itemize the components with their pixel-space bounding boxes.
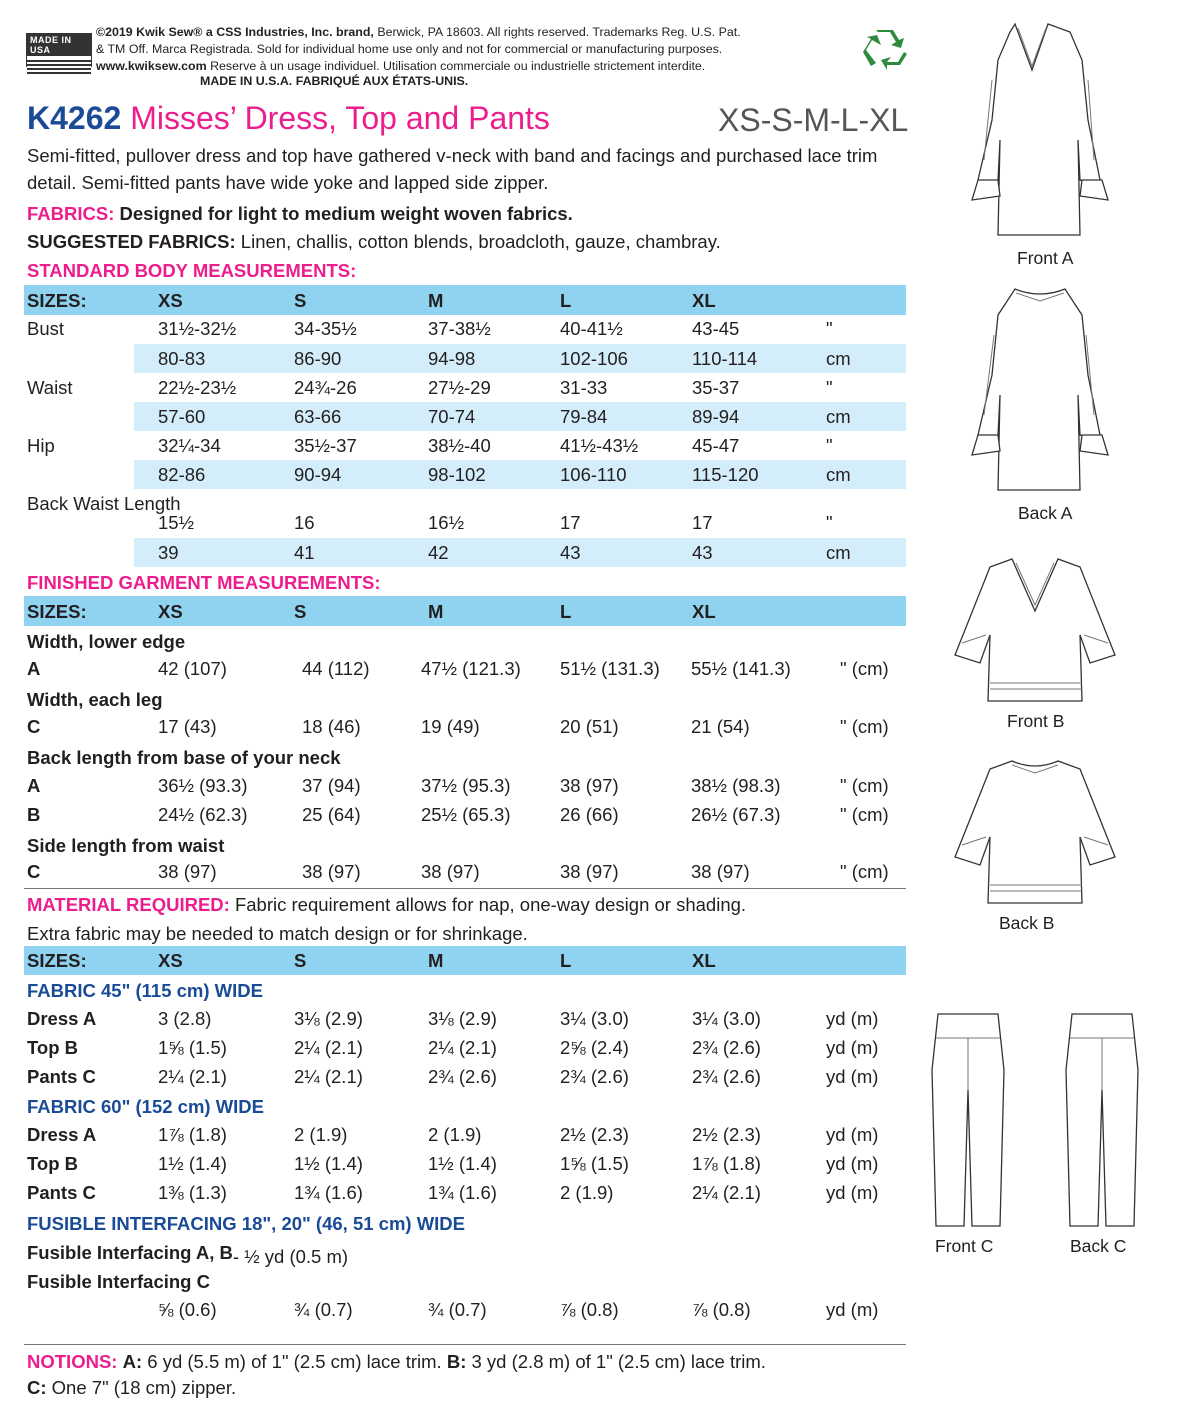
table-cell: Waist <box>27 377 73 398</box>
table-cell: M <box>428 290 444 311</box>
table-cell: " (cm) <box>840 658 889 679</box>
table-cell: ⅝ (0.6) <box>158 1299 217 1320</box>
table-cell: L <box>560 290 572 311</box>
suggested-text: Linen, challis, cotton blends, broadcloth, gauze, chambray. <box>235 231 721 252</box>
table-cell: 98-102 <box>428 464 486 485</box>
table-cell: 16½ <box>428 512 465 533</box>
table-cell: " (cm) <box>840 716 889 737</box>
table-cell: Back Waist Length <box>27 493 181 514</box>
table-cell: yd (m) <box>826 1299 879 1320</box>
side-length-row <box>0 857 906 885</box>
table-cell: 3⅛ (2.9) <box>294 1008 363 1029</box>
table-cell: C <box>27 861 41 882</box>
table-cell: 63-66 <box>294 406 342 427</box>
table-cell: 2¾ (2.6) <box>560 1066 629 1087</box>
table-cell: 39 <box>158 542 179 563</box>
table-cell: 34-35½ <box>294 318 357 339</box>
waist-cm-row <box>0 402 906 430</box>
table-cell: 90-94 <box>294 464 342 485</box>
table-cell: 37½ (95.3) <box>421 775 511 796</box>
finished-header-row <box>0 597 906 625</box>
table-cell: 1¾ (1.6) <box>294 1182 363 1203</box>
table-cell: SIZES: <box>27 601 87 622</box>
suggested-label: SUGGESTED FABRICS: <box>27 231 236 252</box>
table-cell: A <box>27 658 41 679</box>
table-cell: FABRIC 45" (115 cm) WIDE <box>27 980 263 1001</box>
width-leg-label <box>0 685 906 713</box>
table-cell: 37 (94) <box>302 775 361 796</box>
table-cell: 2¾ (2.6) <box>692 1037 761 1058</box>
table-cell: " <box>826 377 833 398</box>
interfacing-title-row <box>0 1209 906 1237</box>
table-cell: Fusible Interfacing A, B - ½ yd (0.5 m) <box>27 1242 349 1267</box>
made-in-line: MADE IN U.S.A. FABRIQUÉ AUX ÉTATS-UNIS. <box>200 74 469 88</box>
front-a-illustration <box>960 20 1120 242</box>
side-length-label <box>0 831 906 859</box>
material-label: MATERIAL REQUIRED: <box>27 894 230 915</box>
table-cell: 17 <box>560 512 581 533</box>
table-cell: 3¼ (3.0) <box>560 1008 629 1029</box>
table-cell: 24¾-26 <box>294 377 357 398</box>
body-header-row <box>0 286 906 314</box>
material-header-row <box>0 946 906 974</box>
table-cell: 2 (1.9) <box>560 1182 614 1203</box>
table-cell: Width, each leg <box>27 689 163 710</box>
table-cell: 20 (51) <box>560 716 619 737</box>
notions-label: NOTIONS: <box>27 1351 118 1372</box>
table-cell: 25½ (65.3) <box>421 804 511 825</box>
copyright-notice <box>96 24 866 75</box>
table-cell: 42 <box>428 542 449 563</box>
table-cell: FUSIBLE INTERFACING 18", 20" (46, 51 cm) WIDE <box>27 1213 466 1234</box>
table-cell: Pants C <box>27 1066 96 1087</box>
table-cell: yd (m) <box>826 1037 879 1058</box>
table-cell: 16 <box>294 512 315 533</box>
table-cell: 47½ (121.3) <box>421 658 521 679</box>
interfacing-ab-row <box>0 1238 906 1266</box>
pattern-code: K4262 <box>27 100 122 136</box>
table-cell: 43-45 <box>692 318 740 339</box>
table-cell: 22½-23½ <box>158 377 237 398</box>
description: Semi-fitted, pullover dress and top have gathered v-neck with band and facings and purchased lace trim detail. Semi-fitted pants have wide yoke and lapped side zipper. <box>27 145 878 193</box>
back-a-label: Back A <box>1018 503 1073 523</box>
table-cell: 80-83 <box>158 348 206 369</box>
table-cell: 94-98 <box>428 348 476 369</box>
front-c-illustration <box>928 1010 1008 1230</box>
copyright-line3: Reserve à un usage individuel. Utilisation commerciale ou industrielle strictement interdite. <box>206 59 706 73</box>
table-cell: 42 (107) <box>158 658 227 679</box>
table-cell: Dress A <box>27 1124 97 1145</box>
table-cell: XL <box>692 601 716 622</box>
table-cell: yd (m) <box>826 1153 879 1174</box>
table-cell: - ½ yd (0.5 m) <box>232 1246 349 1267</box>
table-cell: 18 (46) <box>302 716 361 737</box>
table-cell: C <box>27 716 41 737</box>
table-cell: 41½-43½ <box>560 435 639 456</box>
interfacing-c-label-row <box>0 1267 906 1295</box>
table-cell: 27½-29 <box>428 377 491 398</box>
fabric60-title-row <box>0 1092 906 1120</box>
table-cell: 2 (1.9) <box>428 1124 482 1145</box>
table-cell: 82-86 <box>158 464 206 485</box>
table-cell: 38 (97) <box>691 861 750 882</box>
table-cell: SIZES: <box>27 950 87 971</box>
copyright-bold: ©2019 Kwik Sew® a CSS Industries, Inc. brand, <box>96 25 374 39</box>
width-leg-row <box>0 712 906 740</box>
material-text: Fabric requirement allows for nap, one-way design or shading. <box>229 894 747 915</box>
fabrics-text: Designed for light to medium weight woven fabrics. <box>114 203 573 224</box>
table-cell: 43 <box>692 542 713 563</box>
table-cell: 38½ (98.3) <box>691 775 781 796</box>
table-cell: " (cm) <box>840 804 889 825</box>
bwl-in-row <box>0 508 906 536</box>
table-cell: 115-120 <box>692 464 759 485</box>
front-a-label: Front A <box>1017 248 1074 268</box>
table-cell: 26 (66) <box>560 804 619 825</box>
table-cell: 2¼ (2.1) <box>692 1182 761 1203</box>
bwl-cm-row <box>0 538 906 566</box>
table-cell: 38 (97) <box>302 861 361 882</box>
fabrics-block <box>27 200 721 256</box>
table-cell: Width, lower edge <box>27 631 186 652</box>
table-cell: " (cm) <box>840 775 889 796</box>
table-cell: " <box>826 435 833 456</box>
table-cell: 17 (43) <box>158 716 217 737</box>
back-c-illustration <box>1062 1010 1142 1230</box>
table-cell: 2⅝ (2.4) <box>560 1037 629 1058</box>
made-in-usa-logo <box>26 33 92 67</box>
bust-in-row <box>0 314 906 342</box>
table-cell: 2½ (2.3) <box>692 1124 761 1145</box>
table-cell: cm <box>826 464 851 485</box>
fabric60-dress-row <box>0 1120 906 1148</box>
table-cell: 2¾ (2.6) <box>692 1066 761 1087</box>
table-cell: cm <box>826 406 851 427</box>
table-cell: yd (m) <box>826 1066 879 1087</box>
recycle-icon <box>860 28 910 74</box>
table-cell: FABRIC 60" (152 cm) WIDE <box>27 1096 264 1117</box>
table-cell: 55½ (141.3) <box>691 658 791 679</box>
table-cell: XL <box>692 290 716 311</box>
table-cell: 45-47 <box>692 435 740 456</box>
table-cell: 44 (112) <box>302 658 370 679</box>
back-length-b-row <box>0 800 906 828</box>
table-cell: 3⅛ (2.9) <box>428 1008 497 1029</box>
table-cell: SIZES: <box>27 290 87 311</box>
table-cell: 102-106 <box>560 348 628 369</box>
table-cell: XL <box>692 950 716 971</box>
table-cell: 38 (97) <box>158 861 217 882</box>
fabric45-dress-row <box>0 1004 906 1032</box>
table-cell: 17 <box>692 512 713 533</box>
table-cell: 1⅜ (1.3) <box>158 1182 227 1203</box>
back-a-illustration <box>960 285 1120 497</box>
table-cell: 3 (2.8) <box>158 1008 212 1029</box>
back-b-label: Back B <box>999 913 1055 933</box>
table-cell: S <box>294 290 307 311</box>
table-cell: 2¼ (2.1) <box>294 1066 363 1087</box>
table-cell: 37-38½ <box>428 318 491 339</box>
fabric60-pants-row <box>0 1178 906 1206</box>
copyright-line2: & TM Off. Marca Registrada. Sold for individual home use only and not for commercial or manufacturing purposes. <box>96 42 723 56</box>
table-cell: M <box>428 950 444 971</box>
table-cell: S <box>294 601 307 622</box>
front-b-label: Front B <box>1007 711 1065 731</box>
table-cell: 25 (64) <box>302 804 361 825</box>
table-cell: 38 (97) <box>421 861 480 882</box>
table-cell: 38 (97) <box>560 775 619 796</box>
finished-title: FINISHED GARMENT MEASUREMENTS: <box>27 572 381 593</box>
table-cell: 15½ <box>158 512 195 533</box>
divider <box>24 1344 906 1345</box>
table-cell: 19 (49) <box>421 716 480 737</box>
back-length-a-row <box>0 771 906 799</box>
table-cell: yd (m) <box>826 1124 879 1145</box>
table-cell: 1⅝ (1.5) <box>158 1037 227 1058</box>
table-cell: Fusible Interfacing C <box>27 1271 210 1292</box>
table-cell: 2¼ (2.1) <box>158 1066 227 1087</box>
table-cell: 24½ (62.3) <box>158 804 248 825</box>
table-cell: " (cm) <box>840 861 889 882</box>
made-in-usa-label: MADE IN USA <box>27 34 91 56</box>
front-c-label: Front C <box>935 1236 994 1256</box>
size-range: XS-S-M-L-XL <box>718 102 909 138</box>
table-cell: 2¼ (2.1) <box>294 1037 363 1058</box>
fabric45-top-row <box>0 1033 906 1061</box>
table-cell: yd (m) <box>826 1182 879 1203</box>
table-cell: " <box>826 512 833 533</box>
table-cell: 41 <box>294 542 315 563</box>
interfacing-c-row <box>0 1295 906 1323</box>
table-cell: Bust <box>27 318 65 339</box>
back-c-label: Back C <box>1070 1236 1127 1256</box>
table-cell: 51½ (131.3) <box>560 658 660 679</box>
table-cell: Pants C <box>27 1182 96 1203</box>
table-cell: 1¾ (1.6) <box>428 1182 497 1203</box>
material-block <box>27 890 907 948</box>
website-link[interactable]: www.kwiksew.com <box>96 59 207 73</box>
fabric60-top-row <box>0 1149 906 1177</box>
table-cell: 89-94 <box>692 406 740 427</box>
flag-icon <box>27 60 91 76</box>
table-cell: 36½ (93.3) <box>158 775 248 796</box>
table-cell: 1⅞ (1.8) <box>158 1124 227 1145</box>
divider <box>24 888 906 889</box>
table-cell: ⅞ (0.8) <box>692 1299 751 1320</box>
table-cell: 1½ (1.4) <box>428 1153 497 1174</box>
table-cell: Dress A <box>27 1008 97 1029</box>
page-title <box>27 100 550 137</box>
table-cell: L <box>560 601 572 622</box>
table-cell: 38½-40 <box>428 435 491 456</box>
table-cell: Side length from waist <box>27 835 225 856</box>
table-cell: ¾ (0.7) <box>428 1299 487 1320</box>
bust-cm-row <box>0 344 906 372</box>
back-b-illustration <box>940 757 1130 907</box>
width-lower-row <box>0 654 906 682</box>
table-cell: 40-41½ <box>560 318 623 339</box>
table-cell: 1½ (1.4) <box>158 1153 227 1174</box>
table-cell: 35-37 <box>692 377 740 398</box>
fabrics-label: FABRICS: <box>27 203 115 224</box>
table-cell: 1⅝ (1.5) <box>560 1153 629 1174</box>
table-cell: 2 (1.9) <box>294 1124 348 1145</box>
fabric45-pants-row <box>0 1062 906 1090</box>
table-cell: 57-60 <box>158 406 206 427</box>
table-cell: XS <box>158 290 183 311</box>
table-cell: S <box>294 950 307 971</box>
table-cell: 70-74 <box>428 406 476 427</box>
copyright-rest: Berwick, PA 18603. All rights reserved. Trademarks Reg. U.S. Pat. <box>373 25 741 39</box>
table-cell: Hip <box>27 435 55 456</box>
table-cell: XS <box>158 601 183 622</box>
table-cell: yd (m) <box>826 1008 879 1029</box>
table-cell: cm <box>826 542 851 563</box>
table-cell: M <box>428 601 444 622</box>
table-cell: ⅞ (0.8) <box>560 1299 619 1320</box>
table-cell: 26½ (67.3) <box>691 804 781 825</box>
table-cell: Top B <box>27 1153 79 1174</box>
material-text2: Extra fabric may be needed to match design or for shrinkage. <box>27 923 528 944</box>
table-cell: Top B <box>27 1037 79 1058</box>
fabric45-title-row <box>0 976 906 1004</box>
table-cell: A <box>27 775 41 796</box>
back-length-label <box>0 743 906 771</box>
table-cell: 32¼-34 <box>158 435 221 456</box>
table-cell: 79-84 <box>560 406 608 427</box>
table-cell: 31-33 <box>560 377 608 398</box>
hip-in-row <box>0 431 906 459</box>
table-cell: Back length from base of your neck <box>27 747 341 768</box>
table-cell: B <box>27 804 41 825</box>
table-cell: 31½-32½ <box>158 318 237 339</box>
table-cell: 3¼ (3.0) <box>692 1008 761 1029</box>
table-cell: XS <box>158 950 183 971</box>
table-cell: 35½-37 <box>294 435 357 456</box>
hip-cm-row <box>0 460 906 488</box>
table-cell: 1⅞ (1.8) <box>692 1153 761 1174</box>
table-cell: 106-110 <box>560 464 627 485</box>
pattern-name: Misses’ Dress, Top and Pants <box>130 100 550 136</box>
body-measurements-title: STANDARD BODY MEASUREMENTS: <box>27 260 357 281</box>
front-b-illustration <box>940 555 1130 705</box>
waist-in-row <box>0 373 906 401</box>
table-cell: cm <box>826 348 851 369</box>
width-lower-label <box>0 627 906 655</box>
table-cell: 110-114 <box>692 348 758 369</box>
table-cell: 2½ (2.3) <box>560 1124 629 1145</box>
table-cell: 2¼ (2.1) <box>428 1037 497 1058</box>
table-cell: 1½ (1.4) <box>294 1153 363 1174</box>
table-cell: 2¾ (2.6) <box>428 1066 497 1087</box>
table-cell: ¾ (0.7) <box>294 1299 353 1320</box>
table-cell: 21 (54) <box>691 716 750 737</box>
table-cell: " <box>826 318 833 339</box>
table-cell: 38 (97) <box>560 861 619 882</box>
table-cell: L <box>560 950 572 971</box>
notions-block: NOTIONS: A: 6 yd (5.5 m) of 1" (2.5 cm) lace trim. B: 3 yd (2.8 m) of 1" (2.5 cm) lace trim. C: One 7" (18 cm) zipper. <box>27 1351 766 1398</box>
table-cell: 43 <box>560 542 581 563</box>
table-cell: 86-90 <box>294 348 342 369</box>
